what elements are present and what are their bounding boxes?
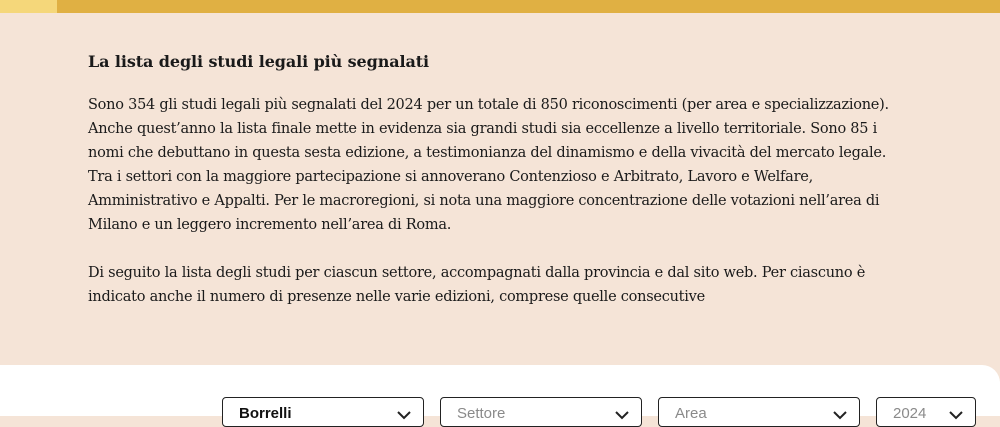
chevron-down-icon <box>833 410 847 420</box>
area-filter-placeholder: Area <box>675 405 707 422</box>
studio-filter-value: Borrelli <box>239 405 292 422</box>
anno-filter-value: 2024 <box>893 405 927 422</box>
top-accent-bar <box>0 0 1000 13</box>
list-description-paragraph: Di seguito la lista degli studi per ciascun settore, accompagnati dalla provincia e dal sito web. Per ciascuno è indicato anche il numero di presenze nelle varie edizioni, comprese quelle consecutive <box>88 265 866 305</box>
chevron-down-icon <box>397 410 411 420</box>
section-heading: La lista degli studi legali più segnalati <box>88 52 430 71</box>
top-accent-highlight <box>0 0 57 13</box>
settore-filter-select[interactable] <box>440 397 642 427</box>
anno-filter-select[interactable] <box>876 397 976 427</box>
studio-filter-select[interactable] <box>222 397 424 427</box>
area-filter-select[interactable] <box>658 397 860 427</box>
chevron-down-icon <box>949 410 963 420</box>
chevron-down-icon <box>615 410 629 420</box>
intro-paragraph: Sono 354 gli studi legali più segnalati del 2024 per un totale di 850 riconoscimenti (per area e specializzazione). Anche quest’anno la lista finale mette in evidenza sia grandi studi sia eccellenze a livello territoriale. Sono 85 i nomi che debuttano in questa sesta edizione, a testimonianza del dinamismo e della vivacità del mercato legale. Tra i settori con la maggiore partecipazione si annoverano Contenzioso e Arbitrato, Lavoro e Welfare, Amministrativo e Appalti. Per le macroregioni, si nota una maggiore concentrazione delle votazioni nell’area di Milano e un leggero incremento nell’area di Roma. <box>88 97 889 233</box>
settore-filter-placeholder: Settore <box>457 405 506 422</box>
